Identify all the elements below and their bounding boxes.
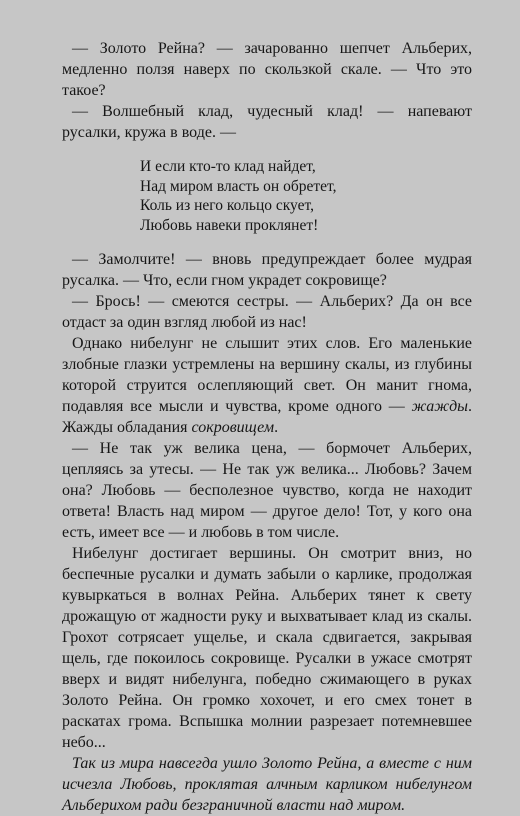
poem-line-2: Над миром власть он обретет, [140, 177, 337, 195]
emphasis-treasure: сокровищем [191, 419, 275, 436]
poem-line-1: И если кто-то клад найдет, [140, 158, 316, 175]
paragraph-6: — Не так уж велика цена, — бормочет Альберих, цепляясь за утесы. — Не так уж велика... Любовь? Зачем она? Любовь — бесполезное чувство, когда не находит ответа! Власть над миром — другое дело! Тот, у кого она есть, имеет все — и любовь в том числе. [62, 440, 472, 541]
poem-line-4: Любовь навеки проклянет! [140, 216, 319, 234]
paragraph-7: Нибелунг достигает вершины. Он смотрит вниз, но беспечные русалки и думать забыли о карлике, продолжая кувыркаться в волнах Рейна. Альберих тянет к свету дрожащую от жадности руку и выхватывает клад из скалы. Грохот сотрясает ущелье, и скала сдвигается, закрывая щель, где покоилось сокровище. Русалки в ужасе смотрят вверх и видят нибелунга, победно сжимающего в руках Золото Рейна. Он громко хохочет, и его смех тонет в раскатах грома. Вспышка молнии разрезает потемневшее небо... [62, 545, 472, 751]
paragraph-3: — Замолчите! — вновь предупреждает более мудрая русалка. — Что, если гном украдет сокровище? [62, 251, 472, 289]
paragraph-5-part-1: Однако нибелунг не слышит этих слов. Его маленькие злобные глазки устремлены на вершину скалы, из глубины которой струится ослепляющий свет. Он манит гнома, подавляя все мысли и чувства, кроме одного — [62, 335, 472, 415]
paragraph-5-part-3: . [274, 419, 279, 436]
paragraph-4: — Брось! — смеются сестры. — Альберих? Да он все отдаст за один взгляд любой из нас! [62, 293, 472, 331]
paragraph-5-part-2: . Жажды обладания [62, 398, 472, 436]
paragraph-5 [62, 333, 472, 438]
paragraph-1: — Золото Рейна? — зачарованно шепчет Альберих, медленно ползя наверх по скользкой скале. — Что это такое? [62, 40, 472, 99]
paragraph-2: — Волшебный клад, чудесный клад! — напевают русалки, кружа в воде. — [62, 103, 472, 141]
emphasis-thirst: жажды [411, 398, 468, 415]
poem-line-3: Коль из него кольцо скует, [140, 197, 314, 214]
poem [140, 157, 472, 235]
page-text [62, 38, 472, 816]
paragraph-8-italic: Так из мира навсегда ушло Золото Рейна, а вместе с ним исчезла Любовь, проклятая алчным карликом нибелунгом Альберихом ради безграничной власти над миром. [62, 755, 472, 814]
